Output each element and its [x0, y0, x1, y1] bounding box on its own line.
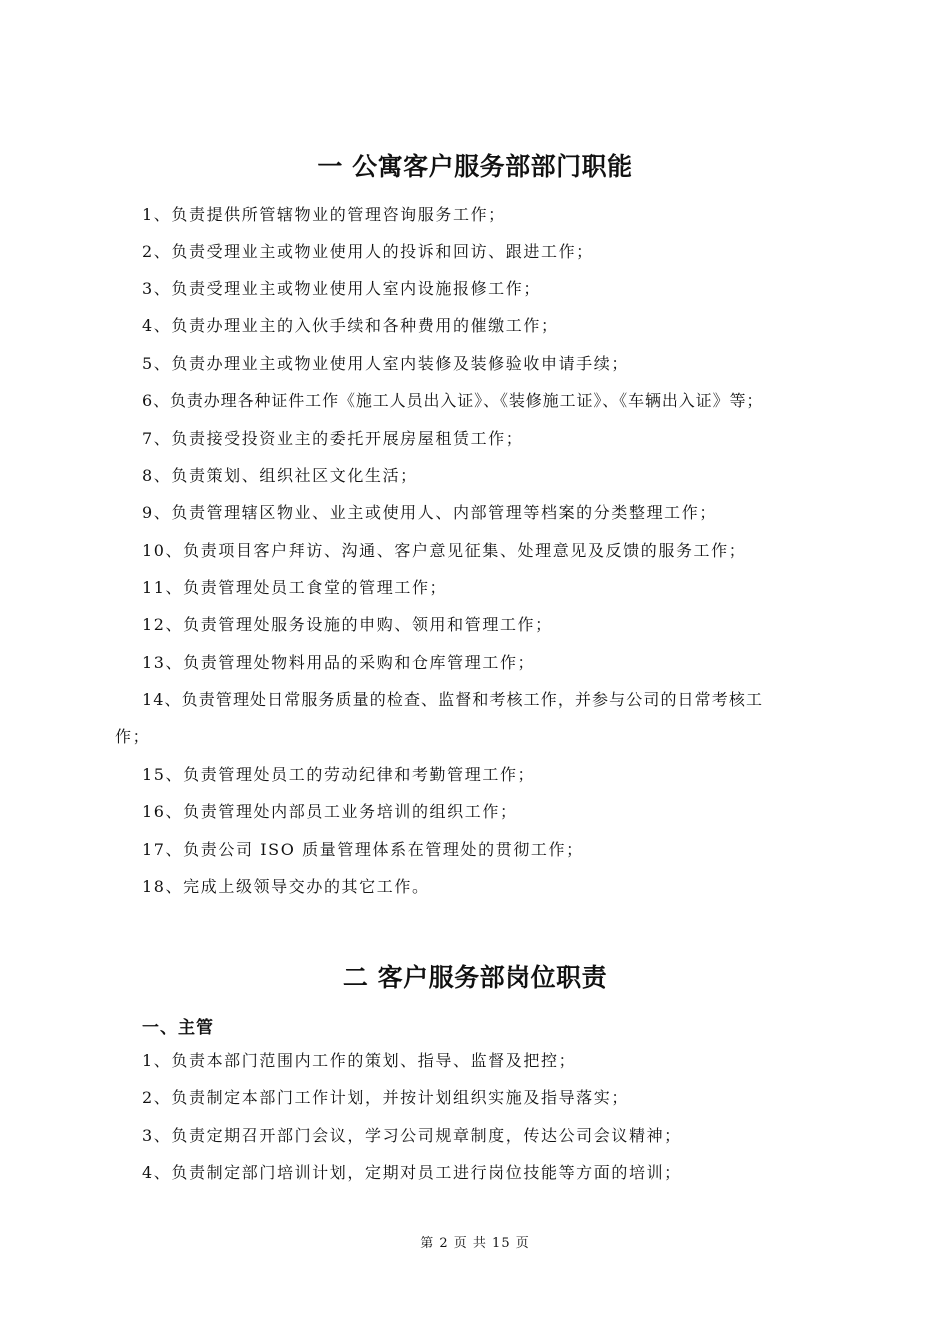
section-1-item: 10、负责项目客户拜访、沟通、客户意见征集、处理意见及反馈的服务工作；	[142, 541, 747, 560]
section-1-item: 14、负责管理处日常服务质量的检查、监督和考核工作，并参与公司的日常考核工	[142, 690, 764, 709]
section-1-item: 8、负责策划、组织社区文化生活；	[142, 466, 418, 485]
section-1-item-continuation: 作；	[115, 727, 151, 746]
section-1-item: 6、负责办理各种证件工作《施工人员出入证》、《装修施工证》、《车辆出入证》等；	[142, 391, 764, 410]
section-1-item: 13、负责管理处物料用品的采购和仓库管理工作；	[142, 653, 536, 672]
section-1-item: 16、负责管理处内部员工业务培训的组织工作；	[142, 802, 518, 821]
section-1-title: 一 公寓客户服务部部门职能	[317, 152, 633, 181]
section-1-item: 12、负责管理处服务设施的申购、领用和管理工作；	[142, 615, 553, 634]
section-1-item: 4、负责办理业主的入伙手续和各种费用的催缴工作；	[142, 316, 559, 335]
section-1-item: 15、负责管理处员工的劳动纪律和考勤管理工作；	[142, 765, 536, 784]
section-1-item: 18、完成上级领导交办的其它工作。	[142, 877, 430, 896]
section-2-item: 3、负责定期召开部门会议，学习公司规章制度，传达公司会议精神；	[142, 1126, 682, 1145]
section-2-subheading: 一、主管	[142, 1018, 214, 1038]
section-2-item: 4、负责制定部门培训计划，定期对员工进行岗位技能等方面的培训；	[142, 1163, 682, 1182]
section-1-item: 1、负责提供所管辖物业的管理咨询服务工作；	[142, 205, 506, 224]
section-1-item: 17、负责公司 ISO 质量管理体系在管理处的贯彻工作；	[142, 840, 584, 859]
page-footer: 第 2 页 共 15 页	[420, 1236, 530, 1251]
section-1-item: 2、负责受理业主或物业使用人的投诉和回访、跟进工作；	[142, 242, 594, 261]
section-1-item: 11、负责管理处员工食堂的管理工作；	[142, 578, 448, 597]
section-1-item: 3、负责受理业主或物业使用人室内设施报修工作；	[142, 279, 541, 298]
section-2-title: 二 客户服务部岗位职责	[342, 963, 608, 992]
section-1-item: 5、负责办理业主或物业使用人室内装修及装修验收申请手续；	[142, 354, 629, 373]
section-2-item: 1、负责本部门范围内工作的策划、指导、监督及把控；	[142, 1051, 577, 1070]
section-1-item: 9、负责管理辖区物业、业主或使用人、内部管理等档案的分类整理工作；	[142, 503, 717, 522]
section-2-item: 2、负责制定本部门工作计划，并按计划组织实施及指导落实；	[142, 1088, 629, 1107]
section-1-item: 7、负责接受投资业主的委托开展房屋租赁工作；	[142, 429, 524, 448]
